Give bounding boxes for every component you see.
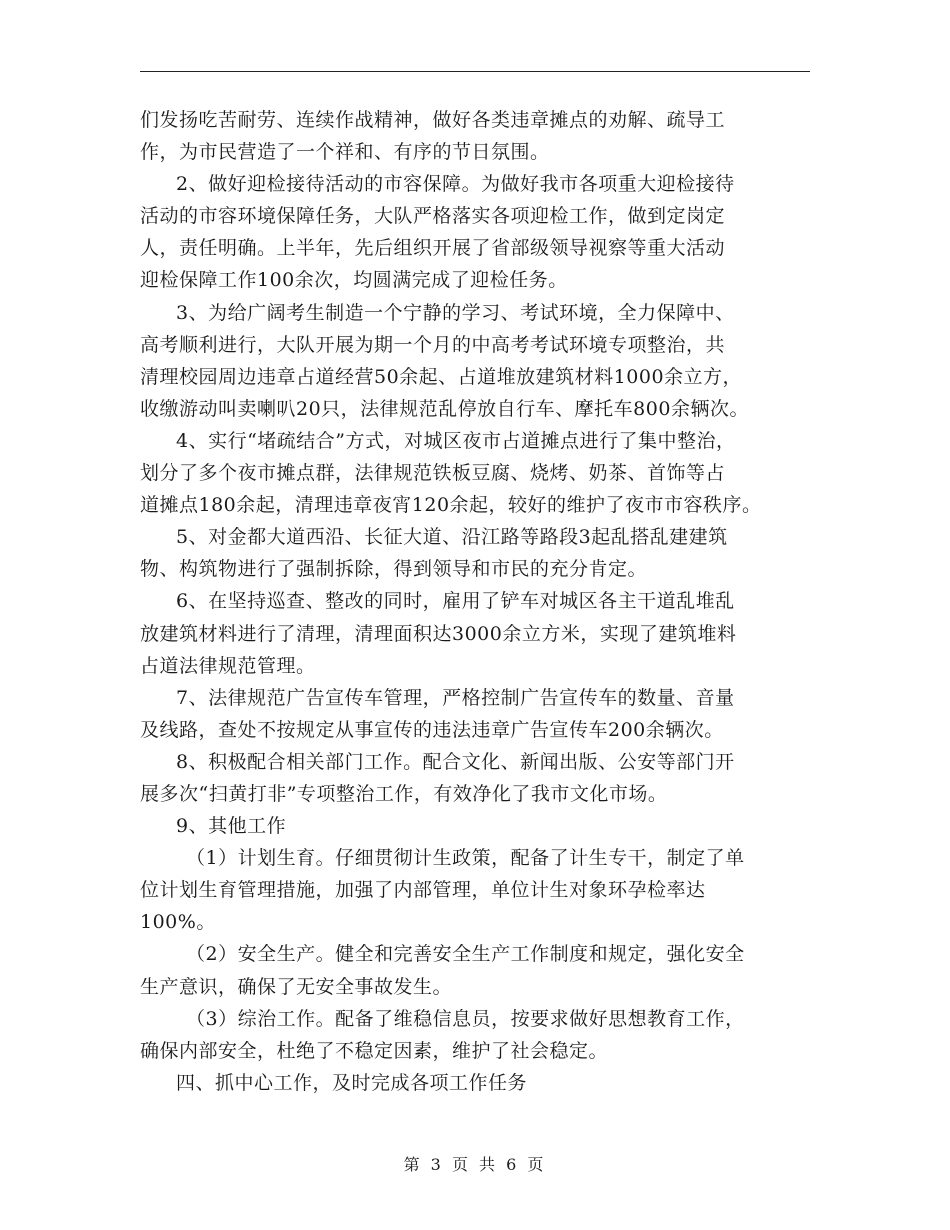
- document-body: [140, 104, 830, 1099]
- paragraph-start: 3、为给广阔考生制造一个宁静的学习、考试环境，全力保障中、: [176, 301, 735, 324]
- paragraph-start: （3）综治工作。配备了维稳信息员，按要求做好思想教育工作，: [186, 1007, 745, 1030]
- text-line: 高考顺利进行，大队开展为期一个月的中高考考试环境专项整治，共: [140, 333, 726, 356]
- text-line: 迎检保障工作100余次，均圆满完成了迎检任务。: [140, 269, 568, 292]
- paragraph-start: 8、积极配合相关部门工作。配合文化、新闻出版、公安等部门开: [176, 750, 735, 773]
- text-line: 清理校园周边违章占道经营50余起、占道堆放建筑材料1000余立方，: [140, 365, 743, 388]
- paragraph-start: 5、对金都大道西沿、长征大道、沿江路等路段3起乱搭乱建建筑: [176, 526, 728, 549]
- text-line: 及线路，查处不按规定从事宣传的违法违章广告宣传车200余辆次。: [140, 718, 724, 741]
- text-line: 作，为市民营造了一个祥和、有序的节日氛围。: [140, 141, 550, 164]
- page-footer: 第 3 页 共 6 页: [403, 1155, 547, 1174]
- paragraph-start: 4、实行“堵疏结合”方式，对城区夜市占道摊点进行了集中整治，: [176, 429, 736, 452]
- text-line: 占道法律规范管理。: [140, 654, 316, 677]
- paragraph-start: 7、法律规范广告宣传车管理，严格控制广告宣传车的数量、音量: [176, 686, 735, 709]
- text-line: 位计划生育管理措施，加强了内部管理，单位计生对象环孕检率达: [140, 879, 706, 902]
- text-line: 划分了多个夜市摊点群，法律规范铁板豆腐、烧烤、奶茶、首饰等占: [140, 462, 726, 485]
- text-line: 道摊点180余起，清理违章夜宵120余起，较好的维护了夜市市容秩序。: [140, 494, 762, 517]
- text-line: 生产意识，确保了无安全事故发生。: [140, 975, 453, 998]
- text-line: 100%。: [140, 911, 216, 934]
- paragraph-start: （1）计划生育。仔细贯彻计生政策，配备了计生专干，制定了单: [186, 847, 745, 870]
- text-line: 收缴游动叫卖喇叭20只，法律规范乱停放自行车、摩托车800余辆次。: [140, 397, 749, 420]
- text-line: 确保内部安全，杜绝了不稳定因素，维护了社会稳定。: [140, 1039, 609, 1062]
- header-rule: [140, 71, 810, 72]
- paragraph-start: （2）安全生产。健全和完善安全生产工作制度和规定，强化安全: [186, 943, 745, 966]
- section-heading: 四、抓中心工作，及时完成各项工作任务: [176, 1071, 528, 1094]
- text-line: 放建筑材料进行了清理，清理面积达3000余立方米，实现了建筑堆料: [140, 622, 737, 645]
- paragraph-start: 2、做好迎检接待活动的市容保障。为做好我市各项重大迎检接待: [176, 173, 735, 196]
- paragraph-start: 6、在坚持巡查、整改的同时，雇用了铲车对城区各主干道乱堆乱: [176, 590, 735, 613]
- paragraph-start: 9、其他工作: [176, 815, 287, 838]
- text-line: 人，责任明确。上半年，先后组织开展了省部级领导视察等重大活动: [140, 237, 726, 260]
- text-line: 展多次“扫黄打非”专项整治工作，有效净化了我市文化市场。: [140, 782, 668, 805]
- text-line: 物、构筑物进行了强制拆除，得到领导和市民的充分肯定。: [140, 558, 648, 581]
- text-line: 活动的市容环境保障任务，大队严格落实各项迎检工作，做到定岗定: [140, 205, 726, 228]
- text-line: 们发扬吃苦耐劳、连续作战精神，做好各类违章摊点的劝解、疏导工: [140, 109, 726, 131]
